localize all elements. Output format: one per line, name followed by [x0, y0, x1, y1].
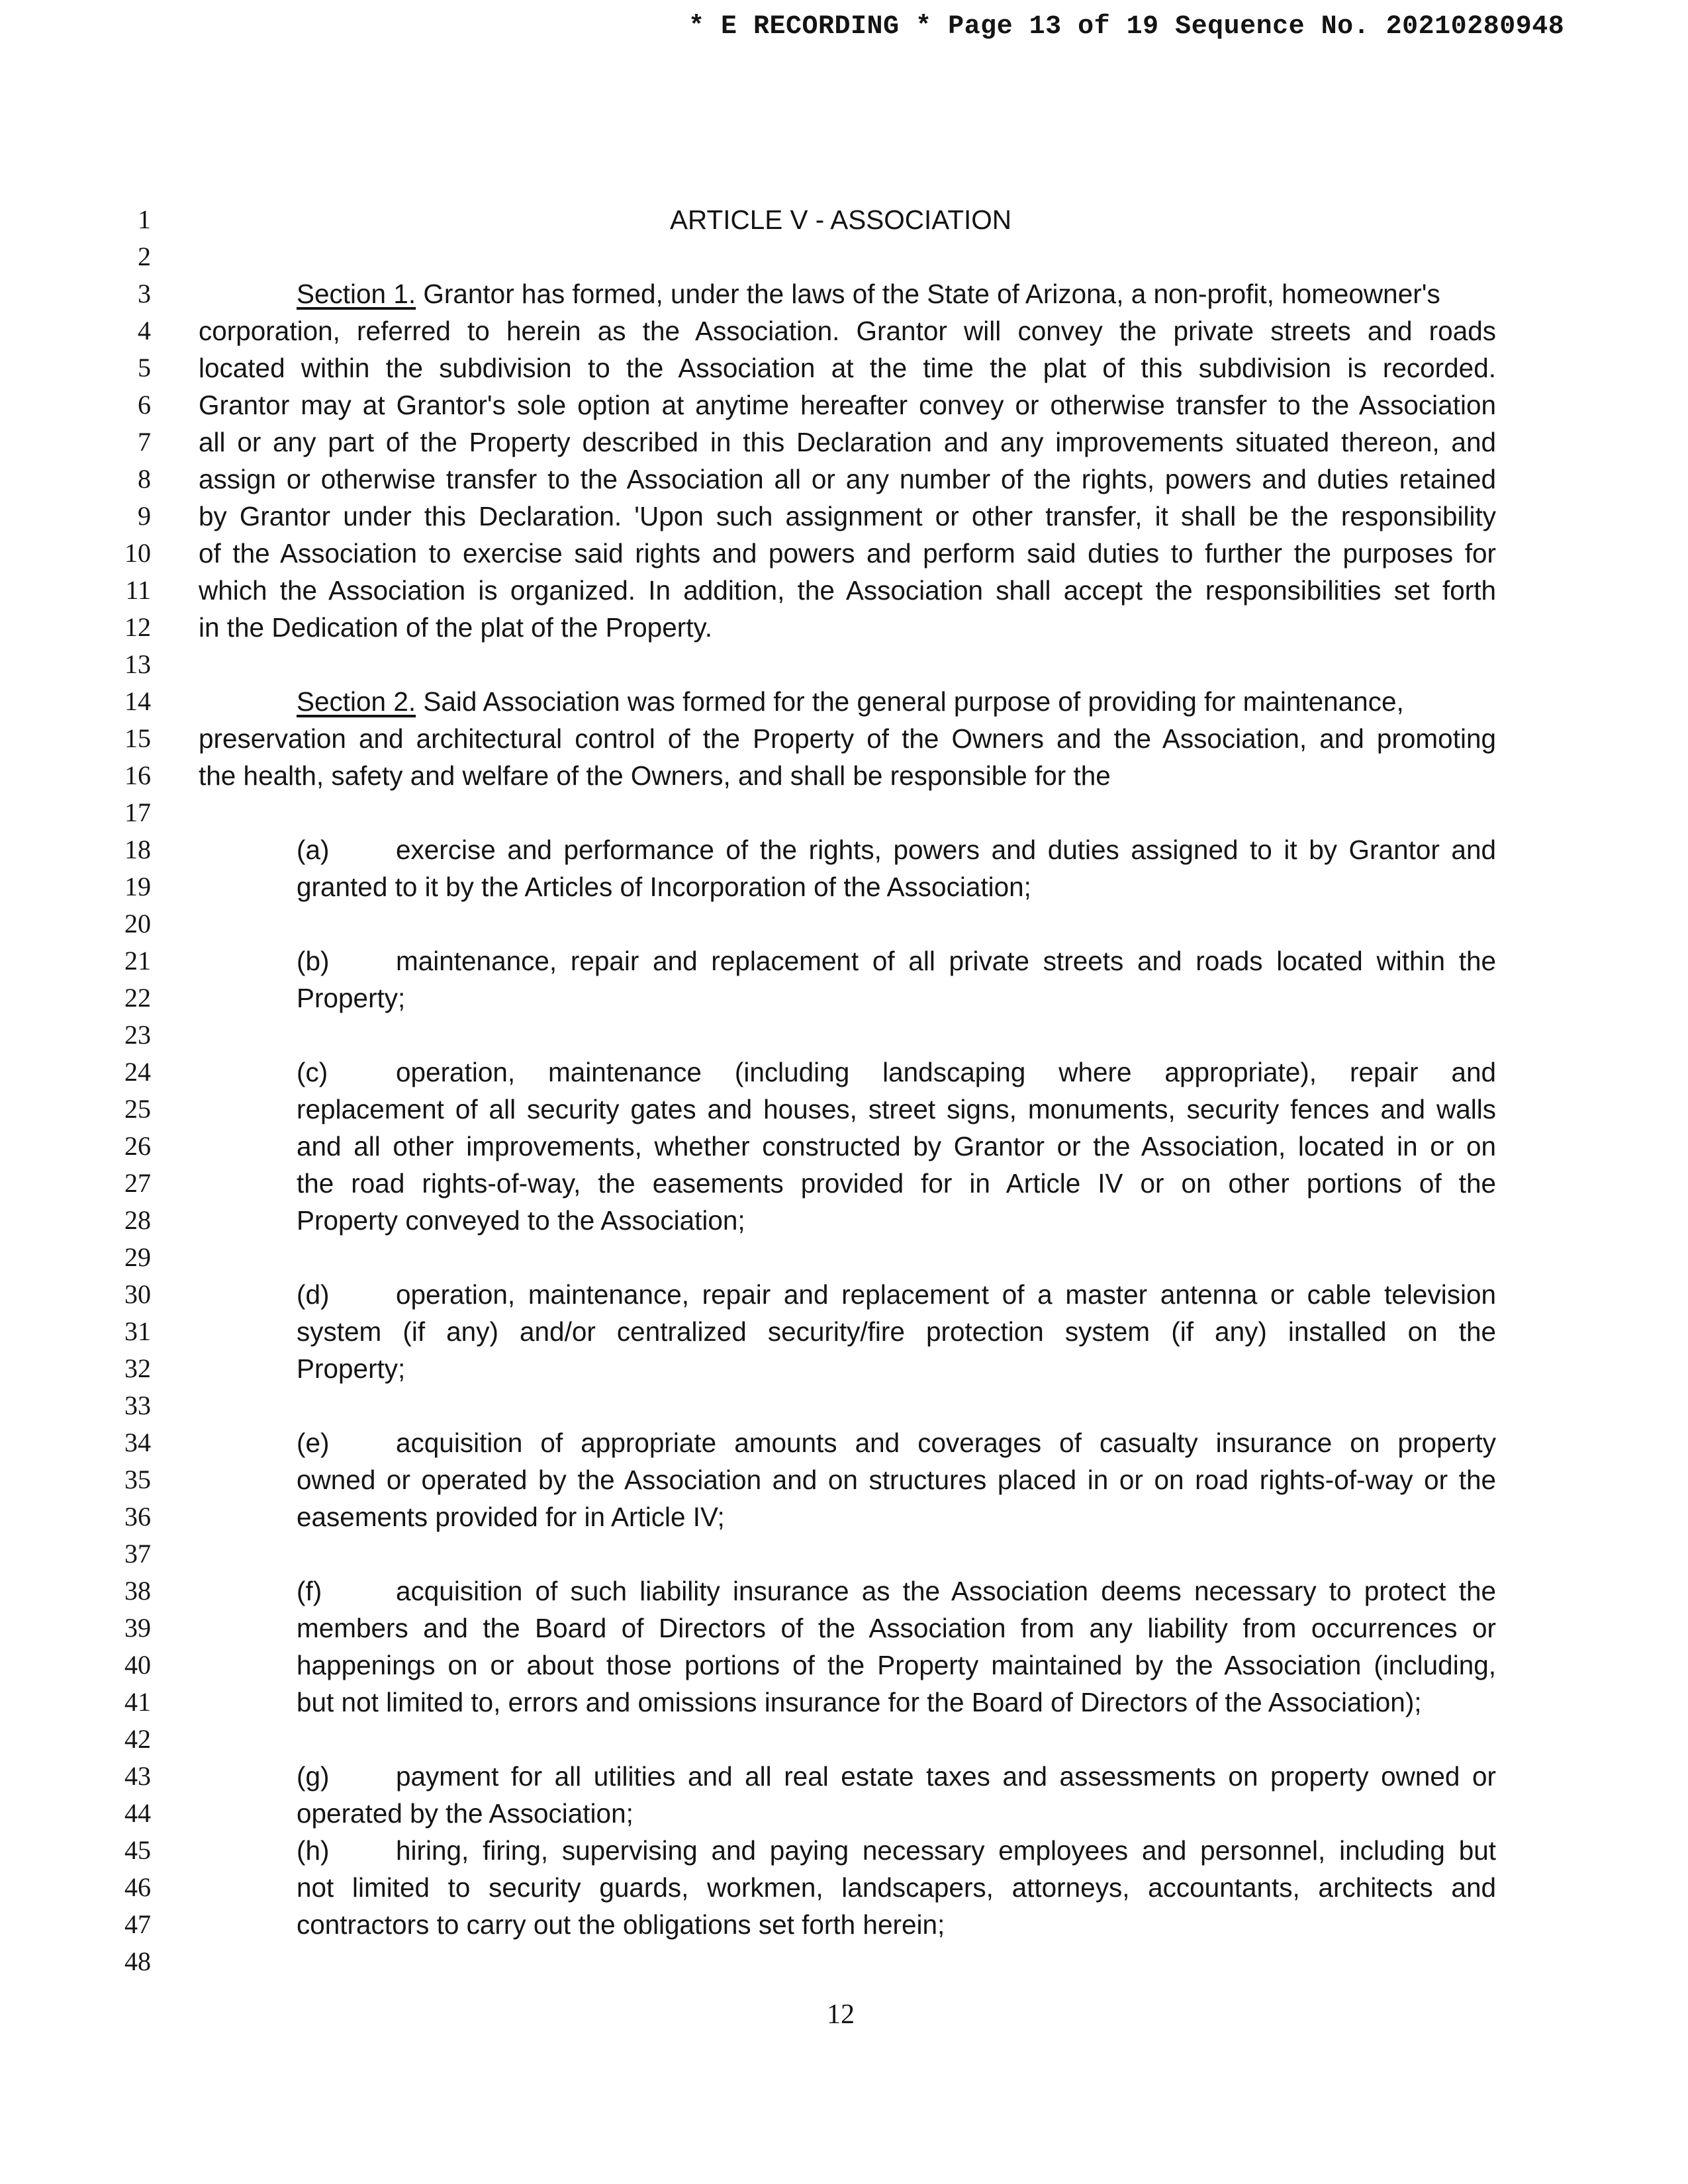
line-number: 34: [124, 1428, 151, 1457]
line-number: 7: [138, 427, 151, 457]
list-item-e: (e) acquisition of appropriate amounts and coverages of casualty insurance on property: [297, 1428, 1496, 1458]
list-item-c-line: replacement of all security gates and houses, street signs, monuments, security fences and walls: [297, 1094, 1496, 1124]
list-item-h-line: contractors to carry out the obligations set forth herein;: [297, 1909, 945, 1940]
line-number: 24: [124, 1057, 151, 1087]
list-item-d-line: system (if any) and/or centralized security/fire protection system (if any) installed on the: [297, 1316, 1496, 1347]
recording-header: * E RECORDING * Page 13 of 19 Sequence No. 20210280948: [688, 12, 1565, 42]
line-number: 21: [124, 946, 151, 976]
list-item-d: (d) operation, maintenance, repair and replacement of a master antenna or cable television: [297, 1279, 1496, 1310]
line-number: 33: [124, 1390, 151, 1420]
line-number: 8: [138, 464, 151, 494]
section-1-line: corporation, referred to herein as the Association. Grantor will convey the private streets and roads: [199, 316, 1496, 346]
line-number: 14: [124, 686, 151, 716]
list-item-h-line: not limited to security guards, workmen, landscapers, attorneys, accountants, architects and: [297, 1872, 1496, 1903]
line-number: 37: [124, 1539, 151, 1569]
line-number: 6: [138, 390, 151, 420]
line-number: 5: [138, 353, 151, 383]
line-number: 27: [124, 1168, 151, 1198]
line-number: 44: [124, 1798, 151, 1828]
line-number: 41: [124, 1687, 151, 1717]
list-item-a-line: granted to it by the Articles of Incorporation of the Association;: [297, 872, 1031, 902]
line-number: 39: [124, 1613, 151, 1643]
line-number: 32: [124, 1353, 151, 1383]
line-number: 15: [124, 723, 151, 753]
section-1-line: Section 1. Grantor has formed, under the laws of the State of Arizona, a non-profit, homeowner's: [297, 279, 1440, 309]
section-1-label: Section 1.: [297, 279, 416, 309]
line-number: 20: [124, 909, 151, 938]
line-number: 29: [124, 1242, 151, 1272]
list-item-a: (a) exercise and performance of the rights, powers and duties assigned to it by Grantor and: [297, 835, 1496, 865]
line-number: 45: [124, 1835, 151, 1865]
section-2-line: the health, safety and welfare of the Owners, and shall be responsible for the: [199, 760, 1111, 791]
line-number: 26: [124, 1131, 151, 1161]
list-item-d-line: Property;: [297, 1353, 406, 1384]
line-number: 48: [124, 1946, 151, 1976]
list-item-c-line: the road rights-of-way, the easements provided for in Article IV or on other portions of the: [297, 1168, 1496, 1199]
line-number: 11: [125, 575, 151, 605]
list-item-e-line: owned or operated by the Association and on structures placed in or on road rights-of-way or the: [297, 1465, 1496, 1495]
line-number: 9: [138, 501, 151, 531]
line-number: 31: [124, 1316, 151, 1346]
line-number: 22: [124, 983, 151, 1013]
line-number: 30: [124, 1279, 151, 1309]
list-item-f-line: members and the Board of Directors of the Association from any liability from occurrences or: [297, 1613, 1496, 1643]
list-item-f-line: but not limited to, errors and omissions insurance for the Board of Directors of the Association);: [297, 1687, 1422, 1717]
section-1-line: by Grantor under this Declaration. 'Upon such assignment or other transfer, it shall be the responsibility: [199, 501, 1496, 531]
section-1-line: Grantor may at Grantor's sole option at anytime hereafter convey or otherwise transfer to the Association: [199, 390, 1496, 420]
line-number: 16: [124, 760, 151, 790]
list-item-g-line: operated by the Association;: [297, 1798, 633, 1829]
line-number: 1: [138, 205, 151, 234]
section-1-line: assign or otherwise transfer to the Association all or any number of the rights, powers and duties retained: [199, 464, 1496, 494]
list-item-c: (c) operation, maintenance (including landscaping where appropriate), repair and: [297, 1057, 1496, 1087]
page-number: 12: [827, 1999, 855, 2030]
line-number: 23: [124, 1020, 151, 1050]
section-1-line: located within the subdivision to the Association at the time the plat of this subdivision is recorded.: [199, 353, 1496, 383]
list-item-e-line: easements provided for in Article IV;: [297, 1502, 725, 1532]
line-number: 28: [124, 1205, 151, 1235]
line-number: 2: [138, 242, 151, 271]
section-2-label: Section 2.: [297, 686, 416, 717]
line-number: 4: [138, 316, 151, 345]
section-1-line: in the Dedication of the plat of the Property.: [199, 612, 712, 643]
list-item-h: (h) hiring, firing, supervising and paying necessary employees and personnel, including but: [297, 1835, 1496, 1866]
line-number: 19: [124, 872, 151, 901]
list-item-f: (f) acquisition of such liability insurance as the Association deems necessary to protect the: [297, 1576, 1496, 1606]
line-number: 13: [124, 649, 151, 679]
line-number: 10: [124, 538, 151, 568]
list-item-c-line: and all other improvements, whether constructed by Grantor or the Association, located in or on: [297, 1131, 1496, 1161]
list-item-g: (g) payment for all utilities and all real estate taxes and assessments on property owned or: [297, 1761, 1496, 1792]
line-number: 3: [138, 279, 151, 308]
line-number: 25: [124, 1094, 151, 1124]
line-number: 43: [124, 1761, 151, 1791]
line-number: 42: [124, 1724, 151, 1754]
line-number: 12: [124, 612, 151, 642]
section-1-line: which the Association is organized. In addition, the Association shall accept the responsibilities set forth: [199, 575, 1496, 606]
line-number: 17: [124, 797, 151, 827]
list-item-b: (b) maintenance, repair and replacement of all private streets and roads located within the: [297, 946, 1496, 976]
section-2-line: Section 2. Said Association was formed for the general purpose of providing for maintenance,: [297, 686, 1404, 717]
line-number: 18: [124, 835, 151, 864]
line-number: 47: [124, 1909, 151, 1939]
list-item-c-line: Property conveyed to the Association;: [297, 1205, 745, 1236]
line-number: 36: [124, 1502, 151, 1531]
line-number: 35: [124, 1465, 151, 1494]
section-2-line: preservation and architectural control of the Property of the Owners and the Association, and promoting: [199, 723, 1496, 754]
line-number: 40: [124, 1650, 151, 1680]
section-1-line: of the Association to exercise said rights and powers and perform said duties to further the purposes for: [199, 538, 1496, 569]
line-number: 46: [124, 1872, 151, 1902]
list-item-f-line: happenings on or about those portions of the Property maintained by the Association (including,: [297, 1650, 1496, 1680]
section-1-line: all or any part of the Property described in this Declaration and any improvements situated thereon, and: [199, 427, 1496, 457]
article-title: ARTICLE V - ASSOCIATION: [669, 205, 1012, 235]
line-number: 38: [124, 1576, 151, 1606]
list-item-b-line: Property;: [297, 983, 406, 1013]
